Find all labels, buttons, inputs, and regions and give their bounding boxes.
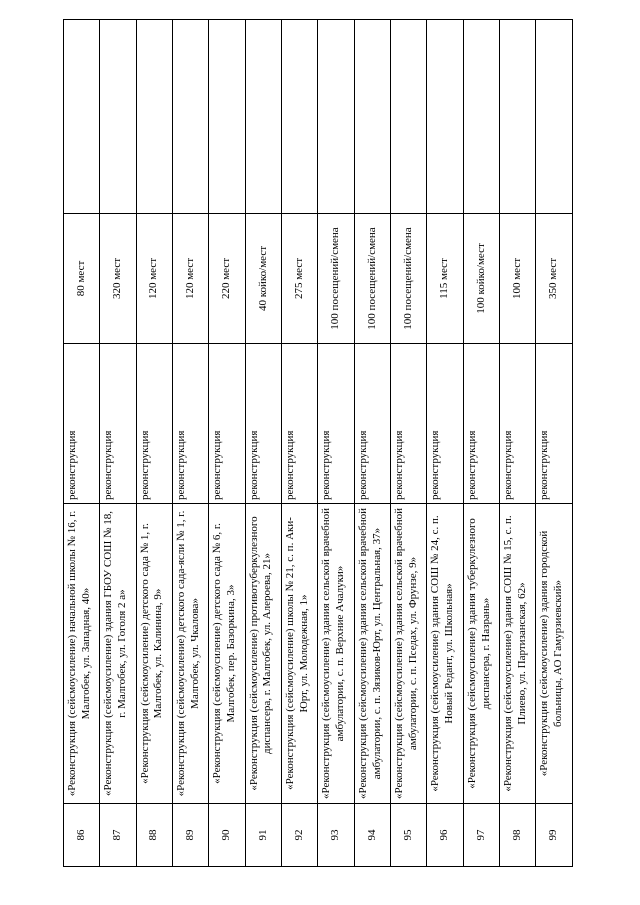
capacity: 120 мест	[136, 214, 172, 344]
table-row	[245, 20, 281, 867]
capacity: 320 мест	[100, 214, 136, 344]
capacity: 220 мест	[209, 214, 245, 344]
row-number: 87	[100, 804, 136, 867]
work-type: реконструкция	[173, 344, 209, 504]
table-row	[536, 20, 573, 867]
row-number: 92	[282, 804, 318, 867]
work-type: реконструкция	[136, 344, 172, 504]
object-name: «Реконструкция (сейсмоусиление) здания СОШ № 24, с. п. Новый Редант, ул. Школьная»	[427, 504, 463, 804]
table-row	[64, 20, 100, 867]
object-name: «Реконструкция (сейсмоусиление) здания СОШ № 15, с. п. Плиево, ул. Партизанская, 62»	[500, 504, 536, 804]
capacity: 350 мест	[536, 214, 573, 344]
empty-cell	[463, 20, 499, 214]
empty-cell	[318, 20, 354, 214]
work-type: реконструкция	[354, 344, 390, 504]
row-number: 99	[536, 804, 573, 867]
object-name: «Реконструкция (сейсмоусиление) противотуберкулезного диспансера, г. Малгобек, ул. Алероева, 21»	[245, 504, 281, 804]
table-row	[100, 20, 136, 867]
empty-cell	[209, 20, 245, 214]
object-name: «Реконструкция (сейсмоусиление) здания ГБОУ СОШ № 18, г. Малгобек, ул. Гоголя 2 а»	[100, 504, 136, 804]
table-body	[64, 20, 573, 867]
empty-cell	[391, 20, 427, 214]
object-name: «Реконструкция (сейсмоусиление) детского сада № 1, г. Малгобек, ул. Калинина, 9»	[136, 504, 172, 804]
table-row	[136, 20, 172, 867]
work-type: реконструкция	[100, 344, 136, 504]
work-type: реконструкция	[536, 344, 573, 504]
rotated-page-content	[63, 20, 573, 867]
work-type: реконструкция	[463, 344, 499, 504]
table-row	[354, 20, 390, 867]
table-row	[318, 20, 354, 867]
empty-cell	[100, 20, 136, 214]
table-row	[282, 20, 318, 867]
object-name: «Реконструкция (сейсмоусиление) начальной школы № 16, г. Малгобек, ул. Западная, 40»	[64, 504, 100, 804]
table-row	[209, 20, 245, 867]
row-number: 96	[427, 804, 463, 867]
row-number: 86	[64, 804, 100, 867]
table-row	[500, 20, 536, 867]
work-type: реконструкция	[209, 344, 245, 504]
empty-cell	[536, 20, 573, 214]
table-row	[427, 20, 463, 867]
empty-cell	[354, 20, 390, 214]
table-row	[391, 20, 427, 867]
work-type: реконструкция	[64, 344, 100, 504]
row-number: 89	[173, 804, 209, 867]
work-type: реконструкция	[500, 344, 536, 504]
row-number: 94	[354, 804, 390, 867]
empty-cell	[64, 20, 100, 214]
object-name: «Реконструкция (сейсмоусиление) здания городской больницы, АО Гамурзиевский»	[536, 504, 573, 804]
row-number: 95	[391, 804, 427, 867]
work-type: реконструкция	[245, 344, 281, 504]
object-name: «Реконструкция (сейсмоусиление) здания туберкулезного диспансера, г. Назрань»	[463, 504, 499, 804]
capacity: 80 мест	[64, 214, 100, 344]
row-number: 93	[318, 804, 354, 867]
work-type: реконструкция	[318, 344, 354, 504]
capacity: 100 посещений/смена	[318, 214, 354, 344]
capacity: 120 мест	[173, 214, 209, 344]
capacity: 275 мест	[282, 214, 318, 344]
empty-cell	[500, 20, 536, 214]
row-number: 91	[245, 804, 281, 867]
work-type: реконструкция	[391, 344, 427, 504]
table-row	[173, 20, 209, 867]
row-number: 90	[209, 804, 245, 867]
objects-table	[63, 19, 573, 867]
object-name: «Реконструкция (сейсмоусиление) здания сельской врачебной амбулатории, с. п. Верхние Ачалуки»	[318, 504, 354, 804]
work-type: реконструкция	[427, 344, 463, 504]
capacity: 115 мест	[427, 214, 463, 344]
capacity: 100 посещений/смена	[354, 214, 390, 344]
empty-cell	[245, 20, 281, 214]
row-number: 97	[463, 804, 499, 867]
object-name: «Реконструкция (сейсмоусиление) детского сада № 6, г. Малгобек, пер. Базоркина, 3»	[209, 504, 245, 804]
empty-cell	[173, 20, 209, 214]
empty-cell	[282, 20, 318, 214]
table-row	[463, 20, 499, 867]
object-name: «Реконструкция (сейсмоусиление) здания сельской врачебной амбулатории, с. п. Зязиков-Юрт, ул. Центральная, 37»	[354, 504, 390, 804]
capacity: 40 койко/мест	[245, 214, 281, 344]
object-name: «Реконструкция (сейсмоусиление) школы № 21, с. п. Аки-Юрт, ул. Молодежная, 1»	[282, 504, 318, 804]
empty-cell	[136, 20, 172, 214]
object-name: «Реконструкция (сейсмоусиление) здания сельской врачебной амбулатории, с. п. Пседах, ул. Фрунзе, 9»	[391, 504, 427, 804]
capacity: 100 мест	[500, 214, 536, 344]
work-type: реконструкция	[282, 344, 318, 504]
empty-cell	[427, 20, 463, 214]
capacity: 100 койко/мест	[463, 214, 499, 344]
row-number: 88	[136, 804, 172, 867]
capacity: 100 посещений/смена	[391, 214, 427, 344]
row-number: 98	[500, 804, 536, 867]
object-name: «Реконструкция (сейсмоусиление) детского сада-ясли № 1, г. Малгобек, ул. Чкалова»	[173, 504, 209, 804]
